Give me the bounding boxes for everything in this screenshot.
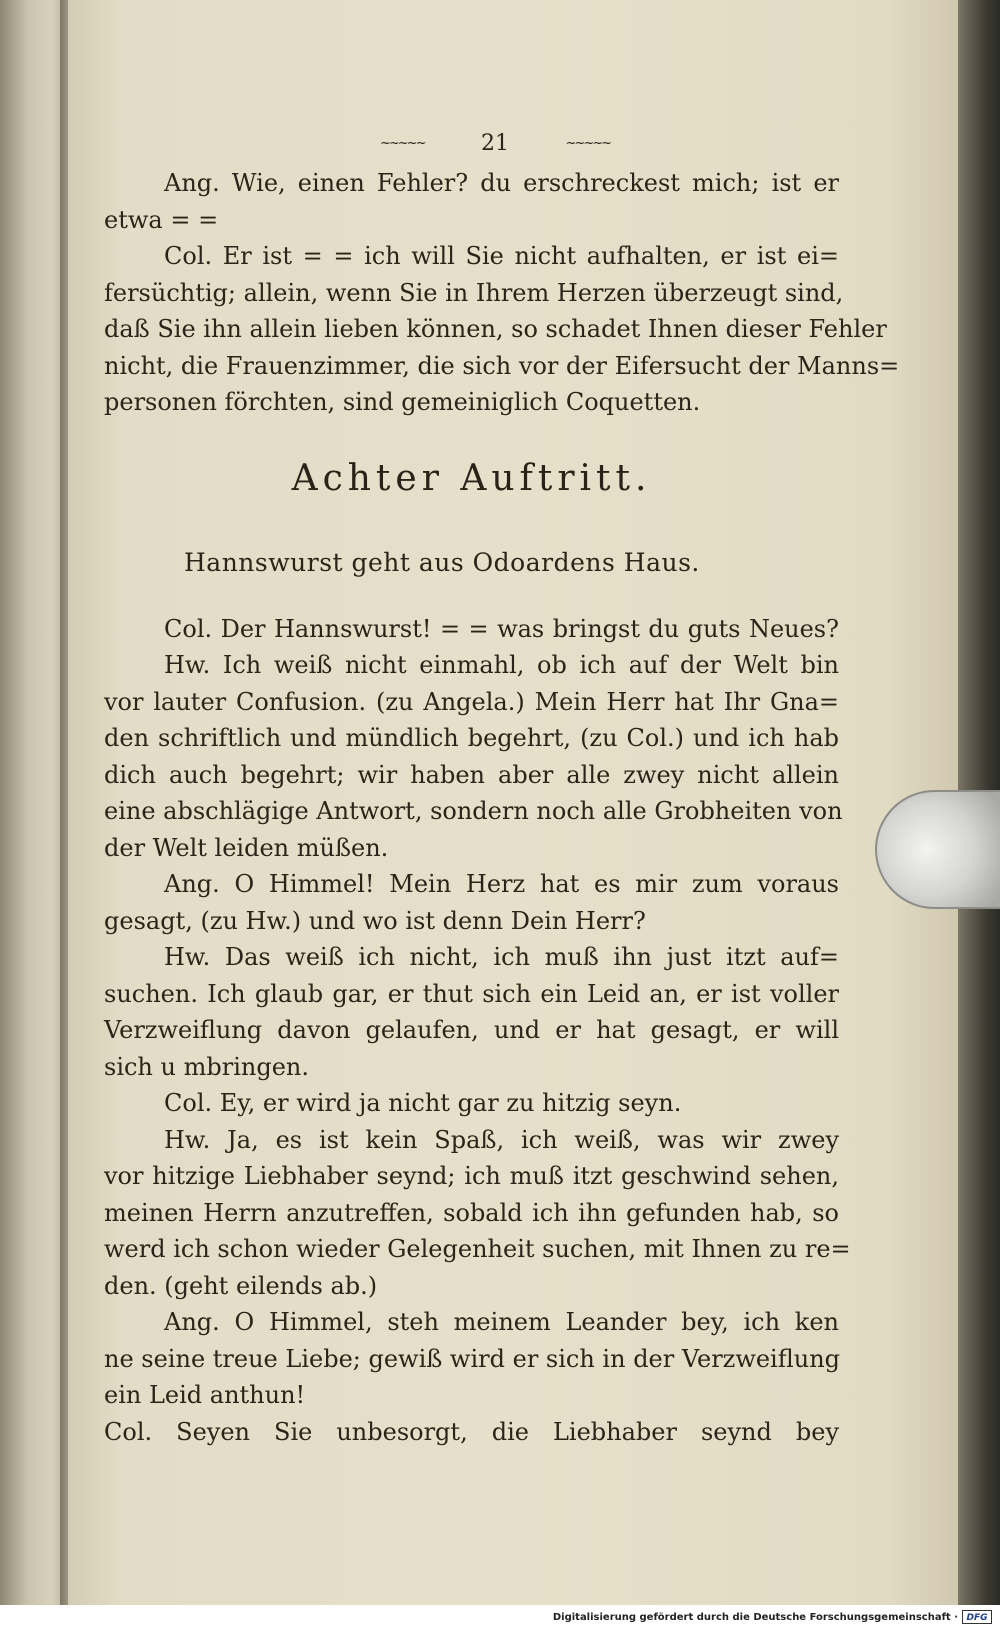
page-text [104,165,900,1450]
text-line: Hw. Das weiß ich nicht, ich muß ihn just itzt auf= [164,943,839,971]
text-line: vor lauter Confusion. (zu Angela.) Mein Herr hat Ihr Gna= [104,687,839,716]
text-line: suchen. Ich glaub gar, er thut sich ein Leid an, er ist voller [104,979,839,1008]
text-line: der Welt leiden müßen. [104,833,389,862]
text-line: den schriftlich und mündlich begehrt, (zu Col.) und ich hab [104,724,839,752]
page-number: 21 [481,130,509,156]
funding-credit: Digitalisierung gefördert durch die Deutsche Forschungsgemeinschaft · [552,1612,958,1623]
running-header [380,128,610,158]
text-line: eine abschlägige Antwort, sondern noch alle Grobheiten von [104,797,843,825]
spacer [104,593,839,611]
text-line: vor hitzige Liebhaber seynd; ich muß itzt geschwind sehen, [104,1162,839,1190]
text-line: etwa = = [104,205,219,234]
text-line: Ang. O Himmel! Mein Herz hat es mir zum voraus [164,870,839,898]
text-line: Hw. Ich weiß nicht einmahl, ob ich auf der Welt bin [164,651,839,679]
page-clip [875,790,1000,909]
text-line: Ang. Wie, einen Fehler? du erschreckest mich; ist er [164,169,839,197]
text-line: personen förchten, sind gemeiniglich Coquetten. [104,388,701,416]
scene-heading: Achter Auftritt. [291,457,652,499]
text-line: den. (geht eilends ab.) [104,1271,378,1300]
text-line: nicht, die Frauenzimmer, die sich vor der Eifersucht der Manns= [104,351,900,380]
text-line: dich auch begehrt; wir haben aber alle zwey nicht allein [104,760,839,789]
text-line: ein Leid anthun! [104,1381,306,1409]
text-line: sich u mbringen. [104,1052,309,1081]
dfg-logo: DFG [962,1610,992,1624]
text-line: Col. Der Hannswurst! = = was bringst du guts Neues? [164,614,839,643]
text-line: meinen Herrn anzutreffen, sobald ich ihn gefunden hab, so [104,1198,839,1227]
text-line: fersüchtig; allein, wenn Sie in Ihrem Herzen überzeugt sind, [104,278,844,307]
text-line: daß Sie ihn allein lieben können, so schadet Ihnen dieser Fehler [104,315,887,343]
header-ornament-right: ~~~~~ [565,135,610,151]
text-line: ne seine treue Liebe; gewiß wird er sich in der Verzweiflung [104,1344,841,1373]
text-line: Col. Er ist = = ich will Sie nicht aufhalten, er ist ei= [164,242,839,270]
text-line: Col. Ey, er wird ja nicht gar zu hitzig seyn. [164,1089,682,1117]
facing-page-edge [0,0,68,1605]
header-ornament-left: ~~~~~ [380,135,425,151]
text-line: Verzweiflung davon gelaufen, und er hat gesagt, er will [104,1016,839,1044]
text-line: Hw. Ja, es ist kein Spaß, ich weiß, was wir zwey [164,1125,839,1154]
text-line: Col. Seyen Sie unbesorgt, die Liebhaber seynd bey [104,1417,839,1446]
text-line: gesagt, (zu Hw.) und wo ist denn Dein Herr? [104,906,646,935]
stage-direction: Hannswurst geht aus Odoardens Haus. [184,547,700,577]
text-line: werd ich schon wieder Gelegenheit suchen, mit Ihnen zu re= [104,1235,851,1263]
text-line: Ang. O Himmel, steh meinem Leander bey, ich ken [164,1308,839,1336]
